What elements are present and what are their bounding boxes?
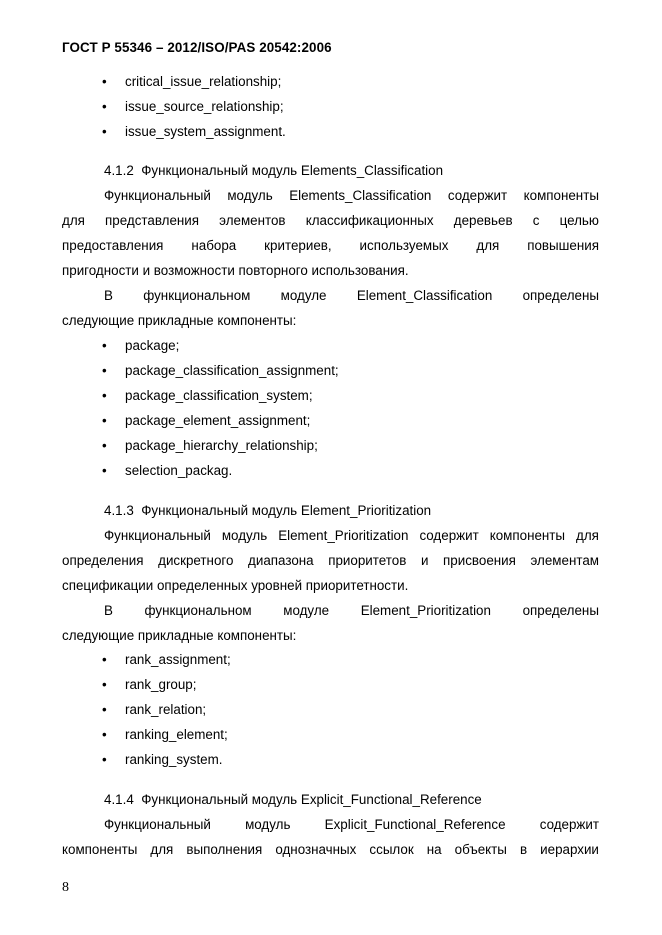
word: package_hierarchy_relationship;	[125, 438, 318, 453]
bullet: •	[102, 99, 107, 114]
word: функциональном	[144, 603, 252, 618]
word: повышения	[527, 238, 599, 253]
word: в	[519, 842, 528, 857]
word: Функциональный	[104, 528, 211, 543]
word: Elements_Classification	[289, 188, 432, 203]
word: package_classification_system;	[125, 388, 313, 403]
word: Функциональный	[104, 188, 211, 203]
word: иерархии	[540, 842, 599, 857]
bullet: •	[102, 438, 107, 453]
word: определены	[522, 288, 599, 303]
word: package_classification_assignment;	[125, 363, 339, 378]
word: ranking_element;	[125, 727, 228, 742]
word: приоритетов	[328, 553, 407, 568]
word: набора	[191, 238, 237, 253]
bullet: •	[102, 338, 107, 353]
word: объекты	[454, 842, 507, 857]
bullet: •	[102, 74, 107, 89]
word: rank_group;	[125, 677, 197, 692]
word: rank_assignment;	[125, 652, 231, 667]
word: Функциональный	[104, 817, 211, 832]
paragraph-line	[104, 528, 599, 544]
bullet: •	[102, 727, 107, 742]
bullet: •	[102, 702, 107, 717]
word: определения	[62, 553, 144, 568]
word: для	[62, 213, 85, 228]
list-item	[102, 677, 196, 693]
paragraph-line	[104, 817, 599, 833]
word: содержит	[419, 528, 479, 543]
list-item	[102, 363, 339, 379]
section-heading: 4.1.2 Функциональный модуль Elements_Classification	[104, 163, 444, 178]
word: модуль	[221, 528, 268, 543]
word: ссылок	[369, 842, 414, 857]
word: issue_system_assignment.	[125, 124, 286, 139]
word: содержит	[447, 188, 508, 203]
word: дискретного	[158, 553, 234, 568]
bullet: •	[102, 463, 107, 478]
paragraph-line: следующие прикладные компоненты:	[62, 628, 297, 643]
list-item	[102, 752, 223, 768]
word: используемых	[359, 238, 449, 253]
word: функциональном	[143, 288, 251, 303]
paragraph-line	[104, 288, 599, 304]
paragraph-line	[104, 603, 599, 619]
word: диапазона	[248, 553, 314, 568]
word: selection_packag.	[125, 463, 233, 478]
word: представления	[105, 213, 200, 228]
word: элементам	[530, 553, 599, 568]
paragraph-line	[62, 553, 599, 569]
list-item	[102, 338, 179, 354]
word: с	[532, 213, 540, 228]
word: элементов	[219, 213, 286, 228]
word: для	[576, 528, 599, 543]
paragraph-line	[62, 842, 599, 858]
list-item	[102, 438, 318, 454]
paragraph-line	[104, 188, 599, 204]
list-item	[102, 727, 228, 743]
bullet: •	[102, 413, 107, 428]
word: присвоения	[443, 553, 516, 568]
word: компоненты	[62, 842, 138, 857]
word: классификационных	[305, 213, 434, 228]
list-item	[102, 99, 284, 115]
word: деревьев	[453, 213, 513, 228]
list-item	[102, 124, 286, 140]
word: определены	[522, 603, 599, 618]
word: модуле	[283, 603, 330, 618]
word: для	[150, 842, 174, 857]
bullet: •	[102, 652, 107, 667]
bullet: •	[102, 677, 107, 692]
bullet: •	[102, 363, 107, 378]
word: package;	[125, 338, 180, 353]
paragraph-line: спецификации определенных уровней приоритетности.	[62, 578, 409, 593]
bullet: •	[102, 752, 107, 767]
word: компоненты	[523, 188, 599, 203]
word: критериев,	[264, 238, 332, 253]
word: В	[104, 288, 113, 303]
paragraph-line	[62, 238, 599, 254]
word: модуле	[280, 288, 327, 303]
list-item	[102, 702, 206, 718]
word: выполнения	[186, 842, 263, 857]
document-header: ГОСТ Р 55346 – 2012/ISO/PAS 20542:2006	[62, 40, 332, 55]
word: однозначных	[275, 842, 357, 857]
word: Element_Classification	[356, 288, 493, 303]
word: package_element_assignment;	[125, 413, 311, 428]
word: компоненты	[489, 528, 566, 543]
section-heading: 4.1.3 Функциональный модуль Element_Prioritization	[104, 503, 432, 518]
list-item	[102, 652, 231, 668]
word: и	[420, 553, 429, 568]
word: содержит	[539, 817, 599, 832]
section-heading: 4.1.4 Функциональный модуль Explicit_Functional_Reference	[104, 792, 482, 807]
list-item	[102, 74, 281, 90]
word: для	[476, 238, 500, 253]
word: Element_Prioritization	[360, 603, 491, 618]
word: целью	[559, 213, 599, 228]
bullet: •	[102, 388, 107, 403]
word: critical_issue_relationship;	[125, 74, 282, 89]
word: модуль	[245, 817, 291, 832]
paragraph-line: следующие прикладные компоненты:	[62, 313, 297, 328]
word: В	[104, 603, 113, 618]
word: issue_source_relationship;	[125, 99, 284, 114]
list-item	[102, 413, 310, 429]
word: на	[426, 842, 442, 857]
word: rank_relation;	[125, 702, 207, 717]
list-item	[102, 388, 313, 404]
word: ranking_system.	[125, 752, 223, 767]
paragraph-line: пригодности и возможности повторного использования.	[62, 263, 409, 278]
list-item	[102, 463, 232, 479]
paragraph-line	[62, 213, 599, 229]
word: Explicit_Functional_Reference	[324, 817, 506, 832]
word: Element_Prioritization	[278, 528, 409, 543]
page-number: 8	[62, 880, 69, 895]
word: модуль	[227, 188, 273, 203]
word: предоставления	[62, 238, 164, 253]
bullet: •	[102, 124, 107, 139]
